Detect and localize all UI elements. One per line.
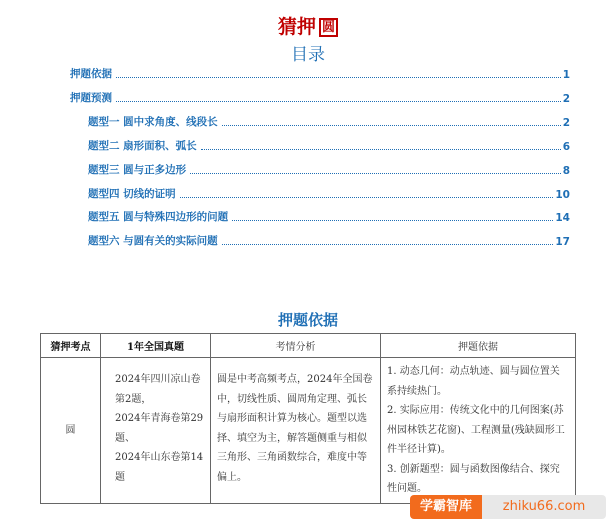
toc-page: 8 bbox=[562, 165, 570, 177]
exam-item: 2024年青海卷第29题、 bbox=[115, 413, 204, 444]
toc-page: 2 bbox=[562, 93, 570, 105]
dot-leader bbox=[116, 101, 561, 102]
toc-label: 押题依据 bbox=[70, 68, 112, 80]
dot-leader bbox=[190, 173, 561, 174]
basis-item: 3. 创新题型：圆与函数图像结合、探究性问题。 bbox=[387, 463, 560, 494]
basis-table bbox=[40, 333, 576, 504]
header-cell: 1年全国真题 bbox=[101, 334, 211, 358]
watermark-brand: 学霸智库 bbox=[410, 495, 482, 519]
toc-entry[interactable] bbox=[88, 210, 570, 224]
toc-label: 题型六 与圆有关的实际问题 bbox=[88, 235, 218, 247]
toc-label: 题型四 切线的证明 bbox=[88, 188, 176, 200]
dot-leader bbox=[201, 149, 561, 150]
toc-page: 17 bbox=[555, 236, 570, 248]
watermark bbox=[410, 495, 606, 519]
toc-entry[interactable] bbox=[88, 163, 570, 177]
toc-heading: 目录 bbox=[291, 45, 325, 65]
dot-leader bbox=[232, 220, 553, 221]
toc-label: 题型三 圆与正多边形 bbox=[88, 164, 187, 176]
toc-label: 押题预测 bbox=[70, 92, 112, 104]
toc-entry[interactable] bbox=[70, 91, 570, 105]
toc-page: 1 bbox=[562, 69, 570, 81]
toc-page: 10 bbox=[555, 189, 570, 201]
toc-entry[interactable] bbox=[88, 234, 570, 248]
toc-entry[interactable] bbox=[88, 187, 570, 201]
exams-cell bbox=[101, 358, 211, 504]
toc-page: 2 bbox=[562, 117, 570, 129]
header-cell: 押题依据 bbox=[381, 334, 576, 358]
toc-label: 题型五 圆与特殊四边形的问题 bbox=[88, 211, 229, 223]
watermark-site: zhiku66.com bbox=[482, 495, 606, 519]
exam-item: 2024年四川凉山卷第2题， bbox=[115, 374, 201, 405]
basis-item: 2. 实际应用：传统文化中的几何图案(苏州园林铁艺花窗)、工程测量(残缺圆形工件半径计算)。 bbox=[387, 405, 565, 455]
section-heading: 押题依据 bbox=[277, 311, 338, 329]
table-header-row bbox=[41, 334, 576, 358]
toc-page: 14 bbox=[555, 212, 570, 224]
dot-leader bbox=[222, 125, 561, 126]
dot-leader bbox=[222, 244, 554, 245]
document-title bbox=[0, 12, 616, 39]
table-row bbox=[41, 358, 576, 504]
basis-item: 1. 动态几何：动点轨迹、圆与圆位置关系持续热门。 bbox=[387, 366, 560, 397]
toc-label: 题型一 圆中求角度、线段长 bbox=[88, 116, 218, 128]
toc-entry[interactable] bbox=[88, 139, 570, 153]
topic-badge: 圆 bbox=[319, 18, 338, 37]
dot-leader bbox=[180, 197, 554, 198]
topic-cell: 圆 bbox=[41, 358, 101, 504]
header-cell: 猜押考点 bbox=[41, 334, 101, 358]
exam-item: 2024年山东卷第14题 bbox=[115, 452, 204, 483]
dot-leader bbox=[116, 77, 561, 78]
toc-label: 题型二 扇形面积、弧长 bbox=[88, 140, 197, 152]
toc-page: 6 bbox=[562, 141, 570, 153]
toc-entry[interactable] bbox=[70, 67, 570, 81]
toc-entry[interactable] bbox=[88, 115, 570, 129]
title-text: 猜押 bbox=[277, 16, 316, 38]
basis-cell bbox=[381, 358, 576, 504]
analysis-cell: 圆是中考高频考点，2024年全国卷中，切线性质、圆周角定理、弧长与扇形面积计算为核心。题型以选择、填空为主，解答题侧重与相似三角形、三角函数综合，难度中等偏上。 bbox=[211, 358, 381, 504]
header-cell: 考情分析 bbox=[211, 334, 381, 358]
